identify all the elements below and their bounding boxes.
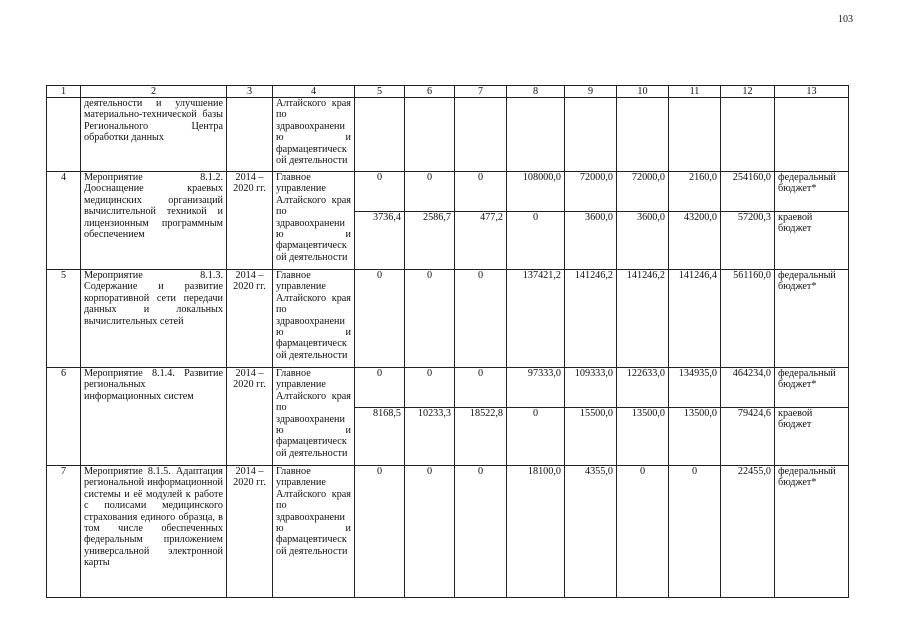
table-header-row (47, 86, 849, 98)
funding-value (721, 98, 775, 172)
funding-value (617, 98, 669, 172)
funding-value: 477,2 (455, 212, 507, 270)
funding-value: 0 (405, 270, 455, 368)
executor: Главное управление Алтайского края по здравоохранению и фармацевтической деятельности (273, 270, 355, 368)
funding-value: 0 (669, 466, 721, 598)
column-header: 10 (617, 86, 669, 98)
implementation-period: 2014 – 2020 гг. (227, 368, 273, 466)
funding-value: 10233,3 (405, 408, 455, 466)
executor: Главное управление Алтайского края по здравоохранению и фармацевтической деятельности (273, 368, 355, 466)
funding-value: 141246,2 (565, 270, 617, 368)
measure-name: Мероприятие 8.1.5. Адаптация региональной информационной системы и её модулей к работе с полисами медицинского страхования единого образца, в том числе обеспеченных федеральным приложением универсальной электронной карты (81, 466, 227, 598)
funding-value: 0 (355, 172, 405, 212)
funding-value (405, 98, 455, 172)
funding-value: 134935,0 (669, 368, 721, 408)
measure-name: деятельности и улучшение материально-технической базы Регионального Центра обработки данных (81, 98, 227, 172)
implementation-period (227, 98, 273, 172)
funding-source: краевой бюджет (775, 212, 849, 270)
measure-name: Мероприятие 8.1.4. Развитие региональных информационных систем (81, 368, 227, 466)
column-header: 12 (721, 86, 775, 98)
column-header: 5 (355, 86, 405, 98)
funding-value: 0 (455, 270, 507, 368)
column-header: 1 (47, 86, 81, 98)
funding-value: 13500,0 (617, 408, 669, 466)
budget-table (46, 85, 849, 598)
funding-value: 254160,0 (721, 172, 775, 212)
funding-value: 13500,0 (669, 408, 721, 466)
table-row (47, 98, 849, 172)
funding-source: федеральный бюджет* (775, 466, 849, 598)
funding-value: 2160,0 (669, 172, 721, 212)
funding-value: 141246,2 (617, 270, 669, 368)
funding-value: 122633,0 (617, 368, 669, 408)
funding-value: 108000,0 (507, 172, 565, 212)
funding-value: 18100,0 (507, 466, 565, 598)
table-row (47, 466, 849, 598)
funding-value: 79424,6 (721, 408, 775, 466)
funding-value: 2586,7 (405, 212, 455, 270)
funding-value: 0 (507, 408, 565, 466)
column-header: 8 (507, 86, 565, 98)
row-number: 7 (47, 466, 81, 598)
funding-value: 8168,5 (355, 408, 405, 466)
funding-value: 0 (355, 466, 405, 598)
funding-value: 0 (507, 212, 565, 270)
funding-value: 0 (617, 466, 669, 598)
table-row (47, 270, 849, 368)
funding-value: 22455,0 (721, 466, 775, 598)
column-header: 7 (455, 86, 507, 98)
funding-value (355, 98, 405, 172)
funding-value: 0 (405, 368, 455, 408)
column-header: 11 (669, 86, 721, 98)
funding-value (565, 98, 617, 172)
row-number: 4 (47, 172, 81, 270)
funding-value: 0 (455, 368, 507, 408)
funding-value: 15500,0 (565, 408, 617, 466)
funding-value: 137421,2 (507, 270, 565, 368)
table-body (47, 86, 849, 598)
funding-source: федеральный бюджет* (775, 172, 849, 212)
funding-value: 561160,0 (721, 270, 775, 368)
funding-source: краевой бюджет (775, 408, 849, 466)
row-number: 6 (47, 368, 81, 466)
implementation-period: 2014 – 2020 гг. (227, 172, 273, 270)
funding-value: 0 (405, 466, 455, 598)
funding-value: 0 (355, 368, 405, 408)
funding-value: 3600,0 (617, 212, 669, 270)
funding-source: федеральный бюджет* (775, 368, 849, 408)
funding-value: 3600,0 (565, 212, 617, 270)
executor: Главное управление Алтайского края по здравоохранению и фармацевтической деятельности (273, 172, 355, 270)
funding-value: 0 (355, 270, 405, 368)
funding-value: 141246,4 (669, 270, 721, 368)
funding-value: 57200,3 (721, 212, 775, 270)
measure-name: Мероприятие 8.1.3. Содержание и развитие корпоративной сети передачи данных и локальных вычислительных сетей (81, 270, 227, 368)
funding-value (669, 98, 721, 172)
row-number (47, 98, 81, 172)
funding-value: 0 (405, 172, 455, 212)
funding-value: 72000,0 (565, 172, 617, 212)
funding-value (455, 98, 507, 172)
column-header: 13 (775, 86, 849, 98)
funding-value: 43200,0 (669, 212, 721, 270)
executor: Главное управление Алтайского края по здравоохранению и фармацевтической деятельности (273, 466, 355, 598)
funding-value: 464234,0 (721, 368, 775, 408)
implementation-period: 2014 – 2020 гг. (227, 466, 273, 598)
funding-source (775, 98, 849, 172)
table-row (47, 368, 849, 408)
column-header: 6 (405, 86, 455, 98)
column-header: 2 (81, 86, 227, 98)
funding-value: 0 (455, 172, 507, 212)
funding-value: 97333,0 (507, 368, 565, 408)
executor: Алтайского края по здравоохранению и фармацевтической деятельности (273, 98, 355, 172)
funding-value: 4355,0 (565, 466, 617, 598)
funding-value: 72000,0 (617, 172, 669, 212)
column-header: 4 (273, 86, 355, 98)
funding-value (507, 98, 565, 172)
funding-value: 109333,0 (565, 368, 617, 408)
column-header: 3 (227, 86, 273, 98)
row-number: 5 (47, 270, 81, 368)
measure-name: Мероприятие 8.1.2. Дооснащение краевых медицинских организаций вычислительной техникой и лицензионным программным обеспечением (81, 172, 227, 270)
implementation-period: 2014 – 2020 гг. (227, 270, 273, 368)
page-number: 103 (838, 14, 853, 25)
funding-value: 0 (455, 466, 507, 598)
table-row (47, 172, 849, 212)
column-header: 9 (565, 86, 617, 98)
funding-value: 18522,8 (455, 408, 507, 466)
funding-source: федеральный бюджет* (775, 270, 849, 368)
funding-value: 3736,4 (355, 212, 405, 270)
